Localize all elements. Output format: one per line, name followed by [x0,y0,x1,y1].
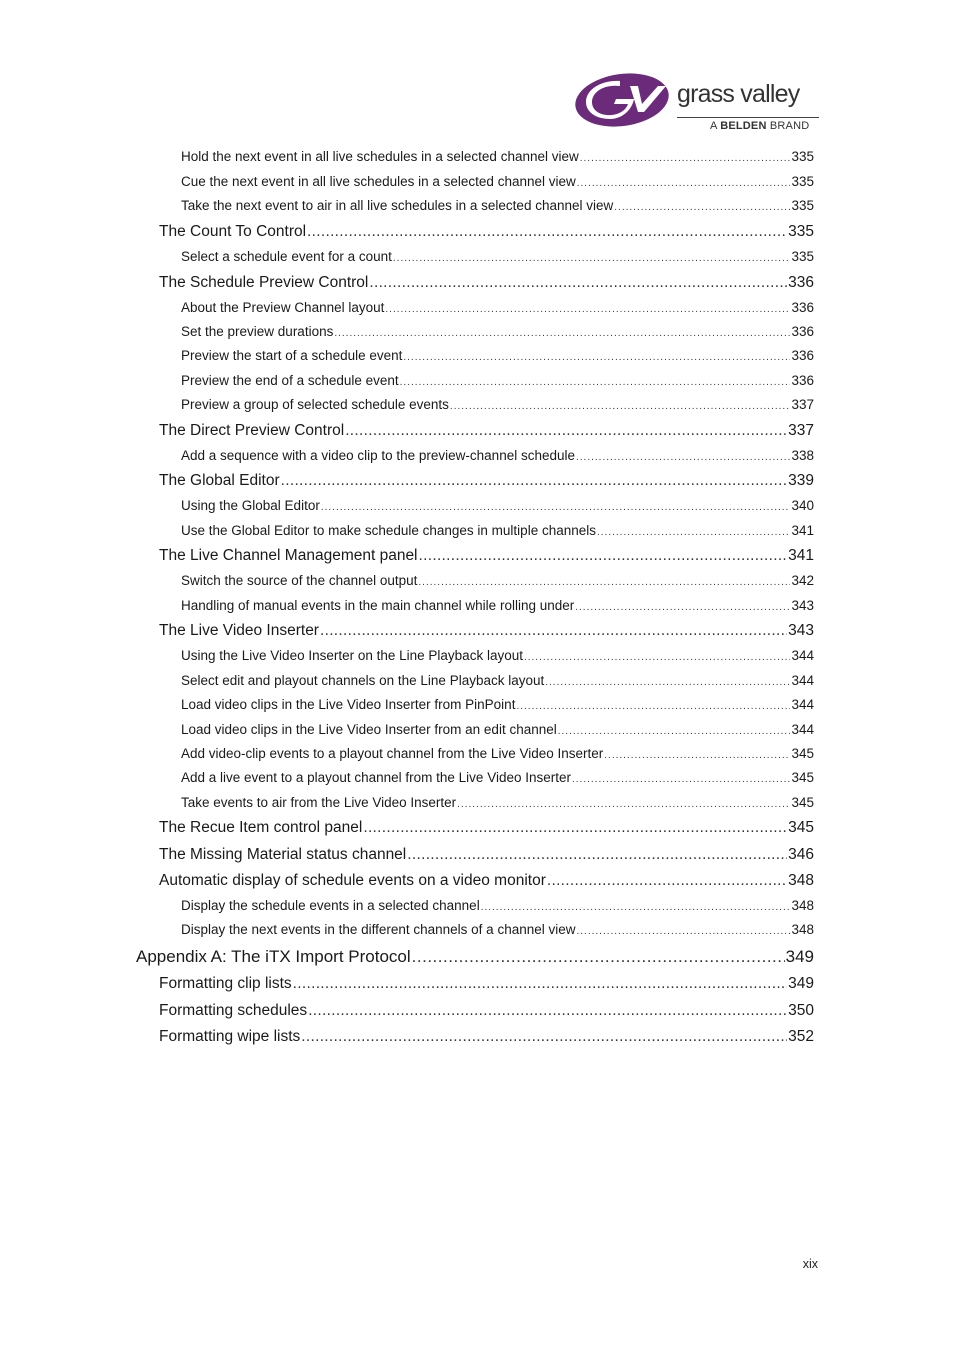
toc-entry-title: Using the Live Video Inserter on the Line Playback layout [181,648,523,663]
toc-entry-title: Switch the source of the channel output [181,573,418,588]
toc-entry[interactable] [181,522,814,540]
toc-entry[interactable] [159,973,814,995]
toc-entry-page: 341 [791,523,814,538]
toc-entry-title: Using the Global Editor [181,498,320,513]
dot-leader [334,325,790,343]
dot-leader [345,420,787,442]
toc-entry[interactable] [181,672,814,690]
toc-entry[interactable] [159,470,814,492]
toc-entry-page: 339 [788,472,814,489]
toc-entry-page: 337 [791,397,814,412]
toc-entry-title: Handling of manual events in the main channel while rolling under [181,598,575,613]
toc-entry-title: Load video clips in the Live Video Inserter from an edit channel [181,722,557,737]
toc-entry-title: Appendix A: The iTX Import Protocol [136,947,411,966]
dot-leader [301,1026,787,1048]
toc-entry-page: 335 [791,174,814,189]
toc-entry-page: 345 [791,746,814,761]
dot-leader [577,175,791,193]
toc-entry-title: The Live Video Inserter [159,622,319,639]
dot-leader [308,1000,787,1022]
toc-entry-page: 349 [788,975,814,992]
toc-entry-title: Add a live event to a playout channel from the Live Video Inserter [181,770,571,785]
toc-entry-title: Use the Global Editor to make schedule changes in multiple channels [181,523,596,538]
toc-entry[interactable] [159,620,814,642]
dot-leader [545,674,790,692]
toc-entry-title: The Missing Material status channel [159,846,407,863]
toc-entry-page: 336 [791,324,814,339]
toc-entry[interactable] [159,817,814,839]
dot-leader [481,899,791,917]
toc-entry-title: Select edit and playout channels on the Line Playback layout [181,673,545,688]
toc-entry-page: 348 [791,922,814,937]
toc-entry-title: The Direct Preview Control [159,422,345,439]
toc-entry-page: 344 [791,648,814,663]
toc-entry[interactable] [159,420,814,442]
toc-entry-page: 340 [791,498,814,513]
toc-entry[interactable] [181,372,814,390]
toc-entry-page: 352 [788,1028,814,1045]
toc-entry-title: The Global Editor [159,472,280,489]
toc-entry-page: 336 [791,348,814,363]
toc-entry[interactable] [181,745,814,763]
toc-entry-page: 336 [791,300,814,315]
dot-leader [580,150,791,168]
toc-entry-page: 345 [788,819,814,836]
dot-leader [403,349,790,367]
dot-leader [604,747,790,765]
dot-leader [293,973,787,995]
toc-entry-page: 349 [785,947,814,966]
toc-entry-page: 348 [788,872,814,889]
toc-entry-title: Take the next event to air in all live schedules in a selected channel view [181,198,614,213]
dot-leader [418,574,790,592]
toc-entry-page: 343 [791,598,814,613]
dot-leader [576,449,790,467]
dot-leader [558,723,791,741]
toc-entry[interactable] [181,396,814,414]
page-number: xix [802,1257,818,1271]
toc-entry-title: Preview a group of selected schedule events [181,397,449,412]
toc-entry-title: The Recue Item control panel [159,819,363,836]
toc-entry-title: Formatting schedules [159,1002,308,1019]
dot-leader [516,698,790,716]
toc-entry[interactable] [181,769,814,787]
toc-entry[interactable] [159,844,814,866]
toc-entry-page: 335 [791,249,814,264]
toc-entry[interactable] [181,299,814,317]
toc-entry-title: Hold the next event in all live schedules in a selected channel view [181,149,579,164]
toc-entry[interactable] [181,921,814,939]
toc-entry-title: The Schedule Preview Control [159,274,369,291]
toc-entry-title: Load video clips in the Live Video Inserter from PinPoint [181,697,516,712]
toc-entry-page: 344 [791,697,814,712]
dot-leader [320,620,787,642]
toc-entry-page: 344 [791,722,814,737]
toc-entry[interactable] [181,497,814,515]
toc-entry-page: 335 [788,223,814,240]
toc-entry-title: Display the next events in the different channels of a channel view [181,922,576,937]
toc-entry-page: 345 [791,795,814,810]
toc-entry[interactable] [181,721,814,739]
dot-leader [400,374,791,392]
toc-entry[interactable] [181,323,814,341]
toc-entry-page: 343 [788,622,814,639]
toc-entry-title: About the Preview Channel layout [181,300,385,315]
toc-entry[interactable] [181,696,814,714]
toc-entry-title: The Live Channel Management panel [159,547,418,564]
toc-entry-title: Add a sequence with a video clip to the preview-channel schedule [181,448,575,463]
toc-entry[interactable] [181,347,814,365]
toc-entry[interactable] [181,447,814,465]
toc-entry-title: Cue the next event in all live schedules in a selected channel view [181,174,576,189]
toc-entry[interactable] [159,221,814,243]
toc-entry-page: 348 [791,898,814,913]
toc-entry-page: 336 [791,373,814,388]
toc-entry-title: Display the schedule events in a selected channel [181,898,480,913]
dot-leader [407,844,787,866]
toc-entry-page: 345 [791,770,814,785]
toc-entry-page: 341 [788,547,814,564]
dot-leader [419,545,788,567]
toc-entry[interactable] [181,173,814,191]
toc-entry-page: 335 [791,198,814,213]
toc-entry[interactable] [181,148,814,166]
dot-leader [281,470,788,492]
toc-entry-page: 344 [791,673,814,688]
toc-entry-page: 346 [788,846,814,863]
dot-leader [450,398,791,416]
toc-entry-title: Select a schedule event for a count [181,249,392,264]
toc-entry-title: Automatic display of schedule events on a video monitor [159,872,546,889]
toc-entry-title: Set the preview durations [181,324,334,339]
dot-leader [369,272,787,294]
toc-entry-title: Preview the start of a schedule event [181,348,403,363]
dot-leader [577,923,791,941]
brand-name: grass valley [677,80,800,108]
toc-entry-title: Preview the end of a schedule event [181,373,399,388]
toc-entry-page: 337 [788,422,814,439]
dot-leader [547,870,787,892]
toc-entry-page: 350 [788,1002,814,1019]
toc-entry-title: Add video-clip events to a playout channel from the Live Video Inserter [181,746,604,761]
toc-entry-title: The Count To Control [159,223,307,240]
toc-entry-page: 342 [791,573,814,588]
toc-entry[interactable] [181,197,814,215]
toc-entry[interactable] [181,794,814,812]
dot-leader [321,499,791,517]
toc-entry[interactable] [159,870,814,892]
dot-leader [393,250,791,268]
toc-entry-title: Formatting clip lists [159,975,292,992]
dot-leader [572,771,790,789]
toc-entry[interactable] [181,897,814,915]
toc-entry[interactable] [159,1026,814,1048]
toc-entry-page: 338 [791,448,814,463]
dot-leader [575,599,790,617]
dot-leader [614,199,790,217]
dot-leader [524,649,791,667]
toc-entry[interactable] [136,945,814,969]
toc-entry-page: 335 [791,149,814,164]
toc-entry-page: 336 [788,274,814,291]
dot-leader [385,301,790,319]
toc-entry[interactable] [181,572,814,590]
toc-entry[interactable] [181,647,814,665]
toc-entry-title: Take events to air from the Live Video Inserter [181,795,457,810]
toc-entry[interactable] [181,248,814,266]
toc-entry[interactable] [159,272,814,294]
dot-leader [457,796,790,814]
toc-entry[interactable] [181,597,814,615]
toc-entry[interactable] [159,1000,814,1022]
toc-entry-title: Formatting wipe lists [159,1028,301,1045]
dot-leader [412,945,785,969]
dot-leader [597,524,790,542]
toc-entry[interactable] [159,545,814,567]
dot-leader [307,221,787,243]
brand-tagline: A BELDEN BRAND [710,120,810,132]
dot-leader [363,817,787,839]
